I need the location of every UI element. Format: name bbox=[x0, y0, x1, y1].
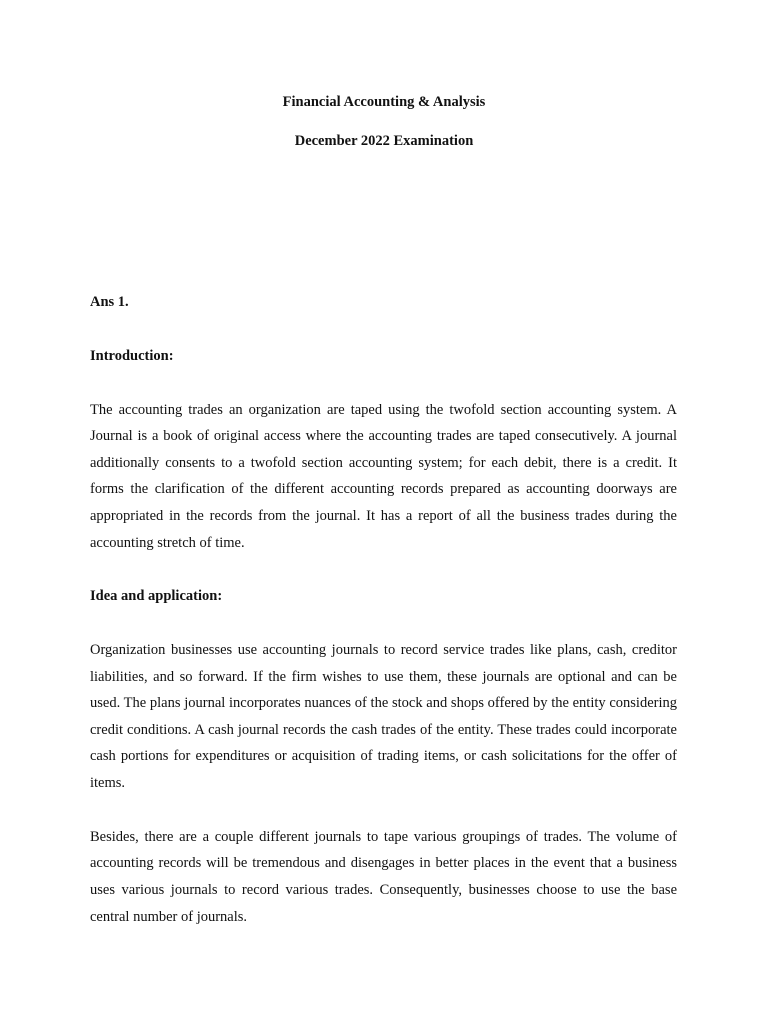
document-title: Financial Accounting & Analysis bbox=[282, 94, 486, 110]
introduction-paragraph: The accounting trades an organization are taped using the twofold section accounting system. A Journal is a book of original access where the accounting trades are taped consecutively. A journal additionally consents to a twofold section accounting system; for each debit, there is a credit. It forms the clarification of the different accounting records prepared as accounting doorways are appropriated in the records from the journal. It has a report of all the business trades during the accounting stretch of time. bbox=[90, 401, 677, 551]
idea-application-paragraph-2: Besides, there are a couple different journals to tape various groupings of trades. The volume of accounting records will be tremendous and disengages in better places in the event that a business uses various journals to record various trades. Consequently, businesses choose to use the base central number of journals. bbox=[90, 828, 677, 925]
document-body bbox=[90, 289, 677, 930]
answer-label: Ans 1. bbox=[90, 294, 129, 310]
document-subtitle: December 2022 Examination bbox=[294, 133, 474, 149]
idea-application-paragraph-1: Organization businesses use accounting journals to record service trades like plans, cash, creditor liabilities, and so forward. If the firm wishes to use them, these journals are optional and can be used. The plans journal incorporates nuances of the stock and shops offered by the entity considering credit conditions. A cash journal records the cash trades of the entity. These trades could incorporate cash portions for expenditures or acquisition of trading items, or cash solicitations for the offer of items. bbox=[90, 642, 677, 792]
section-heading-idea-application: Idea and application: bbox=[90, 588, 223, 605]
section-heading-introduction: Introduction: bbox=[90, 347, 174, 364]
